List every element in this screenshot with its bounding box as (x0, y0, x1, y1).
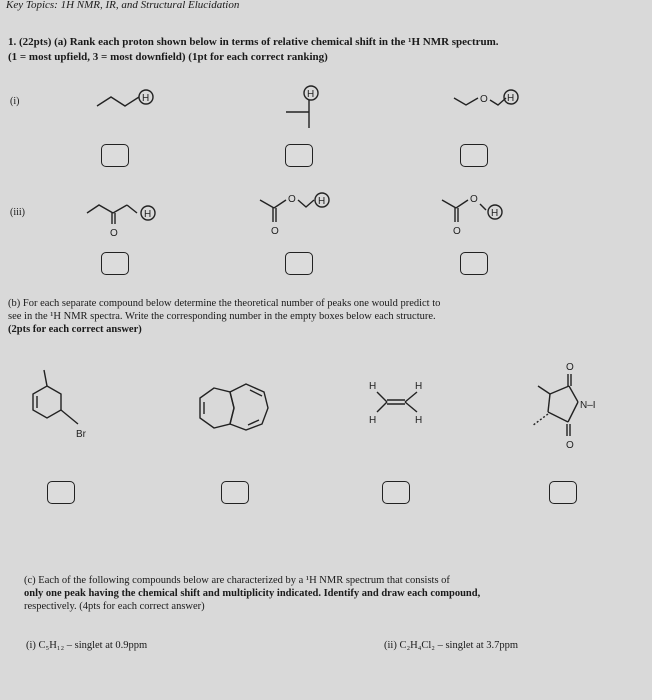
part-c-instruction-line1: (c) Each of the following compounds below are characterized by a ¹H NMR spectrum that consists of (24, 575, 450, 586)
molecule-b3-h2: H (415, 381, 423, 392)
molecule-a1-structure (95, 86, 165, 116)
part-c-item-1: (i) C₅H₁₂ – singlet at 0.9ppm (26, 640, 148, 651)
molecule-a4-oxygen: O (110, 228, 118, 239)
molecule-b3-h4: H (415, 415, 423, 426)
molecule-b1-bromine: Br (76, 429, 86, 440)
answer-box-a3[interactable] (460, 144, 488, 167)
row-1-label: (i) (10, 96, 20, 107)
molecule-b4-nitrogen: N–I (580, 400, 596, 411)
answer-box-b4[interactable] (549, 481, 577, 504)
answer-box-a1[interactable] (101, 144, 129, 167)
molecule-a3-oxygen: O (480, 94, 488, 105)
molecule-a4-structure (85, 194, 165, 240)
molecule-a1-proton: H (142, 93, 150, 104)
key-topics-header: Key Topics: 1H NMR, IR, and Structural Elucidation (6, 0, 240, 11)
molecule-a6-proton: H (491, 208, 499, 219)
molecule-a6-structure (440, 190, 520, 240)
molecule-b3-structure (365, 378, 435, 426)
answer-box-b2[interactable] (221, 481, 249, 504)
molecule-a4-proton: H (144, 209, 152, 220)
answer-box-a4[interactable] (101, 252, 129, 275)
molecule-a2-structure (283, 84, 333, 132)
part-a-scale-note: (1 = most upfield, 3 = most downfield) (1pt for each correct ranking) (8, 51, 328, 63)
part-c-instruction-line3: respectively. (4pts for each correct answer) (24, 601, 205, 612)
part-a-instruction: 1. (22pts) (a) Rank each proton shown below in terms of relative chemical shift in the ¹H NMR spectrum. (8, 36, 499, 48)
molecule-a6-ester-oxygen: O (470, 194, 478, 205)
molecule-b1-structure (28, 368, 98, 440)
molecule-b2-structure (196, 380, 274, 440)
answer-box-b1[interactable] (47, 481, 75, 504)
part-c-instruction-line2: only one peak having the chemical shift and multiplicity indicated. Identify and draw each compound, (24, 588, 481, 599)
molecule-a3-structure (452, 86, 524, 116)
answer-box-a2[interactable] (285, 144, 313, 167)
molecule-b3-h3: H (369, 415, 377, 426)
molecule-b4-structure (528, 358, 628, 454)
answer-box-b3[interactable] (382, 481, 410, 504)
molecule-a6-carbonyl-oxygen: O (453, 226, 461, 237)
molecule-b4-oxygen-bottom: O (566, 440, 574, 451)
answer-box-a5[interactable] (285, 252, 313, 275)
molecule-a2-proton: H (307, 89, 315, 100)
part-b-instruction-line2: see in the ¹H NMR spectra. Write the corresponding number in the empty boxes below each structure. (8, 311, 436, 322)
part-b-instruction-line1: (b) For each separate compound below determine the theoretical number of peaks one would predict to (8, 298, 441, 309)
molecule-a5-structure (258, 190, 340, 240)
part-b-points-note: (2pts for each correct answer) (8, 324, 142, 335)
molecule-a5-ester-oxygen: O (288, 194, 296, 205)
answer-box-a6[interactable] (460, 252, 488, 275)
molecule-a5-carbonyl-oxygen: O (271, 226, 279, 237)
molecule-b4-oxygen-top: O (566, 362, 574, 373)
part-c-item-2: (ii) C₂H₄Cl₂ – singlet at 3.7ppm (384, 640, 519, 651)
molecule-b3-h1: H (369, 381, 377, 392)
molecule-a3-proton: H (507, 93, 515, 104)
molecule-a5-proton: H (318, 196, 326, 207)
row-2-label: (iii) (10, 207, 25, 218)
